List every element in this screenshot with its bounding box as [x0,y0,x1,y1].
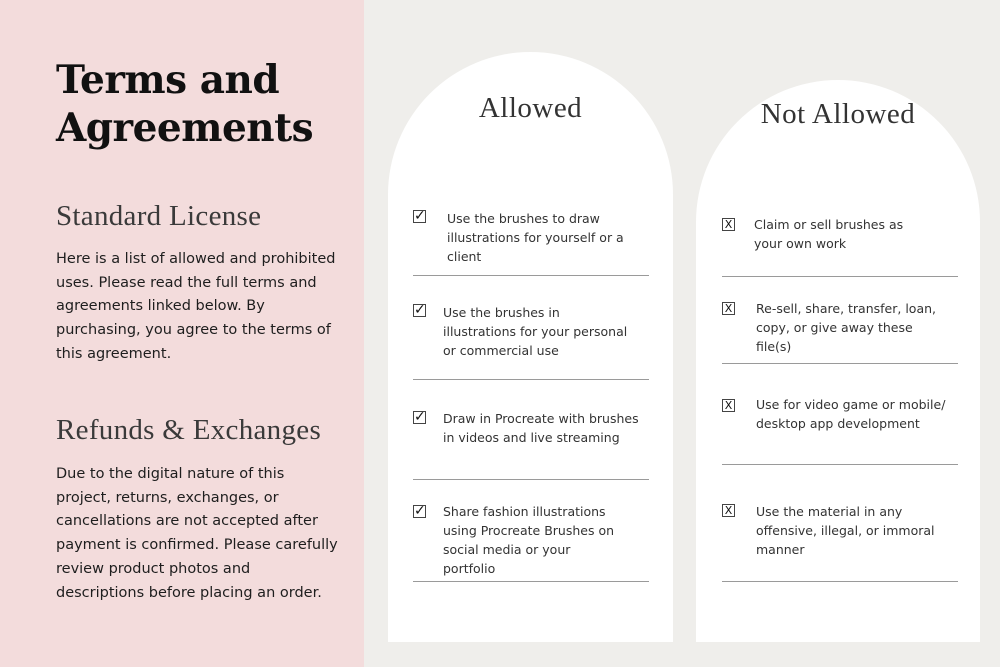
x-box-icon: X [722,302,735,315]
divider [413,581,649,582]
not-allowed-item-text: Claim or sell brushes as your own work [754,217,904,251]
title-line-1: Terms and [56,57,280,103]
allowed-item-text: Share fashion illustrations using Procreate Brushes on social media or your portfolio [443,504,615,576]
standard-license-heading: Standard License [56,200,262,232]
divider [413,479,649,480]
not-allowed-card [696,80,980,642]
not-allowed-item-text: Use the material in any offensive, illegal, or immoral manner [756,504,935,557]
divider [722,276,958,277]
title-line-2: Agreements [56,105,314,151]
not-allowed-item [696,502,980,557]
left-panel [0,0,364,667]
allowed-item [388,502,673,576]
divider [722,581,958,582]
divider [722,464,958,465]
divider [413,275,649,276]
refunds-body: Due to the digital nature of this project, returns, exchanges, or cancellations are not accepted after payment is confirmed. Please carefully review product photos and descriptions before placing an order. [56,466,338,601]
not-allowed-item-text: Use for video game or mobile/ desktop app development [756,397,946,431]
not-allowed-item [696,395,980,431]
allowed-item-text: Draw in Procreate with brushes in videos and live streaming [443,411,639,445]
divider [722,363,958,364]
allowed-item-text: Use the brushes to draw illustrations for yourself or a client [447,211,624,264]
standard-license-body: Here is a list of allowed and prohibited uses. Please read the full terms and agreements linked below. By purchasing, you agree to the terms of this agreement. [56,251,336,362]
allowed-title: Allowed [478,92,583,124]
allowed-item [388,409,673,445]
divider [413,379,649,380]
allowed-card [388,52,673,642]
checkmark-icon: ✓ [414,208,426,224]
checkmark-icon: ✓ [414,302,426,318]
allowed-item [388,302,673,358]
x-box-icon: X [722,399,735,412]
page-title [56,56,313,152]
x-box-icon: X [722,504,735,517]
not-allowed-title: Not Allowed [760,98,916,130]
not-allowed-item [696,215,980,251]
checkmark-icon: ✓ [414,503,426,519]
allowed-item-text: Use the brushes in illustrations for your personal or commercial use [443,305,628,358]
x-box-icon: X [722,218,735,231]
not-allowed-item [696,299,980,354]
checkmark-icon: ✓ [414,409,426,425]
not-allowed-item-text: Re-sell, share, transfer, loan, copy, or give away these file(s) [756,301,937,354]
allowed-item [388,208,673,264]
refunds-heading: Refunds & Exchanges [56,414,322,446]
